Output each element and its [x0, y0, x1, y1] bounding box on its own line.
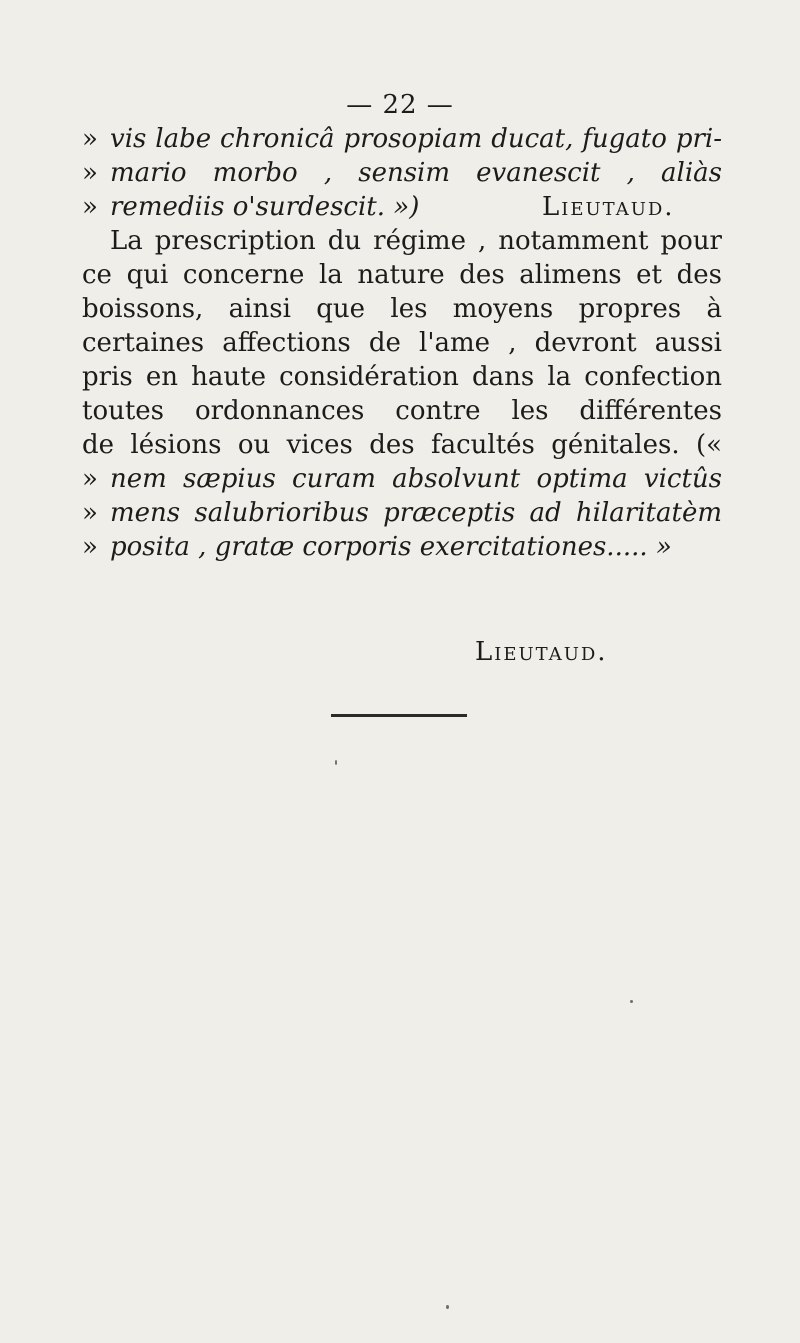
- latin-text: mario morbo , sensim evanescit , aliàs: [110, 158, 722, 188]
- text-line-10: [82, 428, 722, 462]
- latin-text: nem sæpius curam absolvunt optima victûs: [110, 464, 722, 494]
- latin-text: mens salubrioribus præceptis ad hilaritatèm: [110, 498, 722, 528]
- quote-mark: »: [82, 532, 98, 562]
- text-line-11: [82, 462, 722, 496]
- quote-mark: »: [82, 464, 98, 494]
- text-line-8: pris en haute considération dans la confection: [82, 362, 722, 392]
- latin-text: remediis o'surdescit. »): [110, 192, 420, 222]
- page-number: — 22 —: [346, 90, 454, 120]
- text-line-13: [82, 530, 722, 564]
- text-line-3: [82, 190, 722, 224]
- text-line-5: ce qui concerne la nature des alimens et des: [82, 260, 722, 290]
- attribution: Lieutaud.: [542, 192, 675, 222]
- text-line-9: toutes ordonnances contre les différentes: [82, 396, 722, 426]
- latin-text: vis labe chronicâ prosopiam ducat, fugato pri-: [110, 124, 722, 154]
- text-line-6: boissons, ainsi que les moyens propres à: [82, 294, 722, 324]
- quote-mark: »: [82, 498, 98, 528]
- ink-speck: [446, 1305, 449, 1309]
- ink-speck: [335, 760, 337, 765]
- text-line-12: [82, 496, 722, 530]
- latin-text: posita , gratæ corporis exercitationes..... »: [110, 532, 672, 562]
- text-line-1: [82, 122, 722, 156]
- signature: Lieutaud.: [475, 637, 608, 667]
- french-text: de lésions ou vices des facultés génitales. («: [82, 430, 722, 460]
- quote-mark: »: [82, 124, 98, 154]
- quote-mark: »: [82, 158, 98, 188]
- text-line-7: certaines affections de l'ame , devront aussi: [82, 328, 722, 358]
- text-line-2: [82, 156, 722, 190]
- quote-mark: »: [82, 192, 98, 222]
- ink-speck: [630, 1000, 633, 1003]
- horizontal-rule: [331, 714, 467, 717]
- text-line-4: La prescription du régime , notamment pour: [110, 226, 722, 256]
- body-text: [82, 122, 722, 564]
